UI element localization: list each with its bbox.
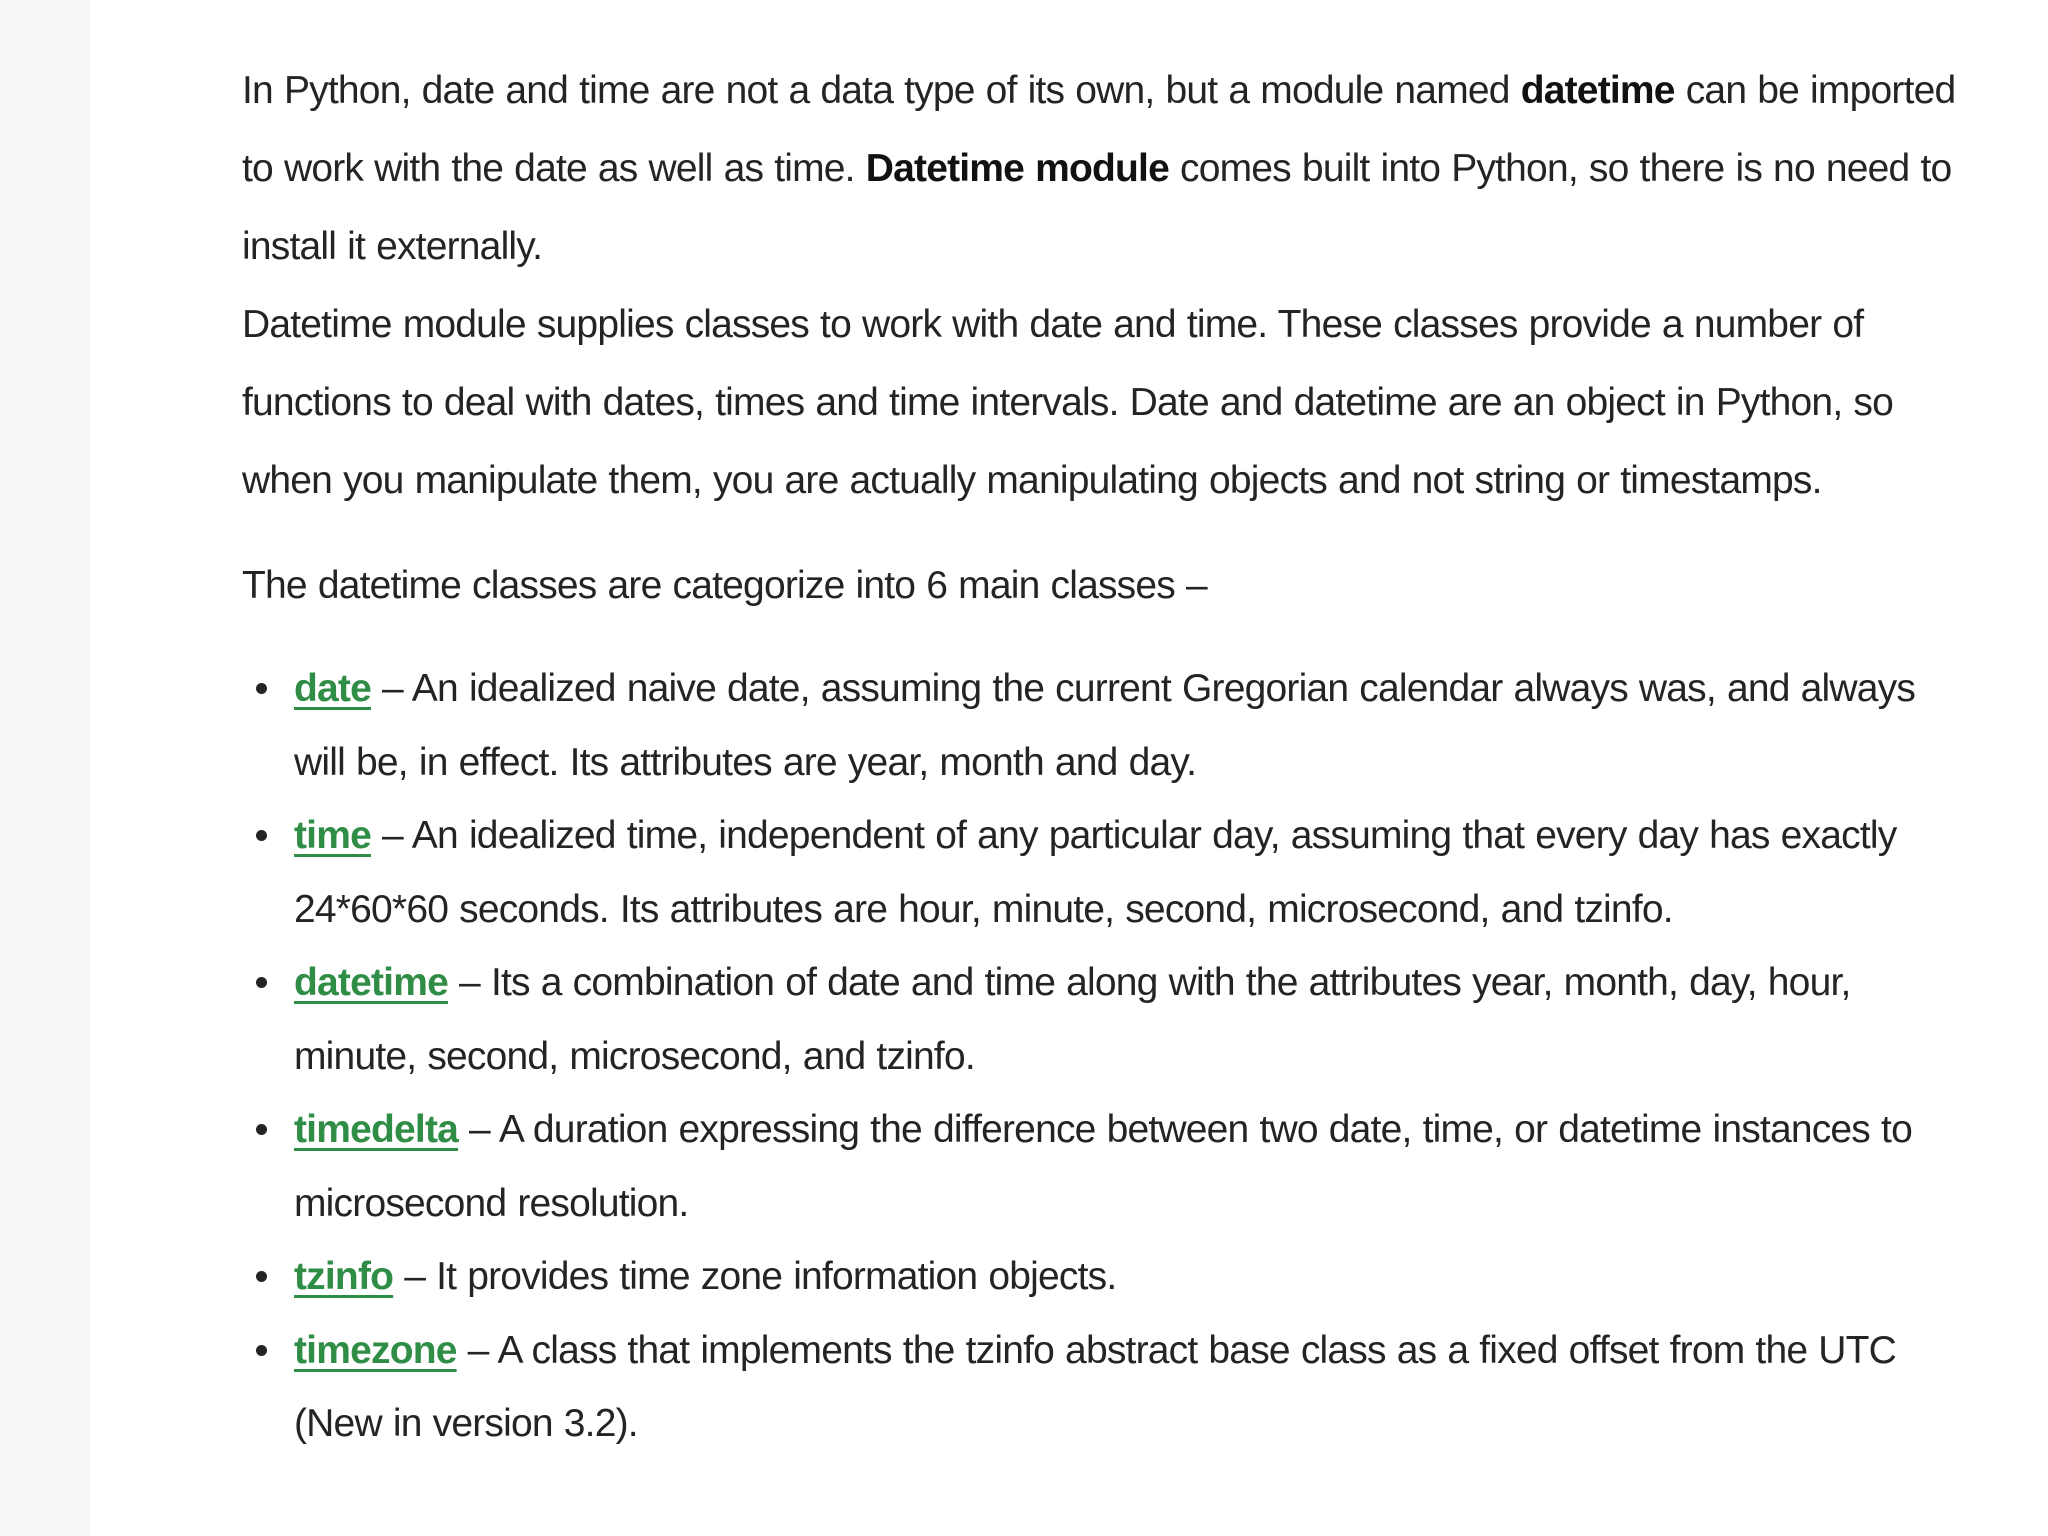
list-item-timedelta	[242, 1093, 1962, 1240]
left-gutter	[0, 0, 90, 1536]
link-timezone[interactable]: timezone	[294, 1328, 457, 1372]
bullet-icon	[256, 977, 267, 988]
intro-text-2: can be imported to work with the date as well as time.	[242, 69, 1956, 190]
datetime-description: – Its a combination of date and time along with the attributes year, month, day, hour, minute, second, microsecond, and tzinfo.	[294, 961, 1851, 1078]
bullet-icon	[256, 683, 267, 694]
date-description: – An idealized naive date, assuming the current Gregorian calendar always was, and always will be, in effect. Its attributes are year, month and day.	[294, 667, 1916, 784]
article-content	[242, 52, 1962, 1461]
link-tzinfo[interactable]: tzinfo	[294, 1255, 394, 1298]
intro-paragraph	[242, 52, 1962, 286]
link-timedelta[interactable]: timedelta	[294, 1108, 459, 1151]
bullet-icon	[256, 1124, 267, 1135]
bullet-icon	[256, 1271, 267, 1282]
timedelta-description: – A duration expressing the difference between two date, time, or datetime instances to microsecond resolution.	[294, 1108, 1912, 1225]
intro-bold-datetime: datetime	[1520, 69, 1675, 112]
timezone-description: – A class that implements the tzinfo abstract base class as a fixed offset from the UTC (New in version 3.2).	[294, 1328, 1897, 1445]
tzinfo-description: – It provides time zone information objects.	[393, 1255, 1117, 1298]
intro-bold-datetime-module: Datetime module	[865, 147, 1169, 190]
bullet-icon	[256, 1345, 267, 1356]
link-date[interactable]: date	[294, 667, 371, 710]
bullet-icon	[256, 830, 267, 841]
list-item-timezone	[242, 1314, 1962, 1461]
datetime-module-paragraph: Datetime module supplies classes to work with date and time. These classes provide a number of functions to deal with dates, times and time intervals. Date and datetime are an object in Python, so when you manipulate them, you are actually manipulating objects and not string or timestamps.	[242, 303, 1893, 502]
list-item-tzinfo	[242, 1240, 1962, 1314]
list-item-datetime	[242, 946, 1962, 1093]
list-heading: The datetime classes are categorize into 6 main classes –	[242, 564, 1207, 607]
link-time[interactable]: time	[294, 814, 371, 857]
list-item-time	[242, 799, 1962, 946]
intro-text-1: In Python, date and time are not a data type of its own, but a module named	[242, 69, 1521, 112]
time-description: – An idealized time, independent of any particular day, assuming that every day has exactly 24*60*60 seconds. Its attributes are hour, minute, second, microsecond, and tzinfo.	[294, 814, 1897, 931]
list-item-date	[242, 652, 1962, 799]
link-datetime[interactable]: datetime	[294, 961, 448, 1004]
intro-text-3: comes built into Python, so there is no need to install it externally.	[242, 147, 1952, 268]
datetime-classes-list	[242, 652, 1962, 1461]
